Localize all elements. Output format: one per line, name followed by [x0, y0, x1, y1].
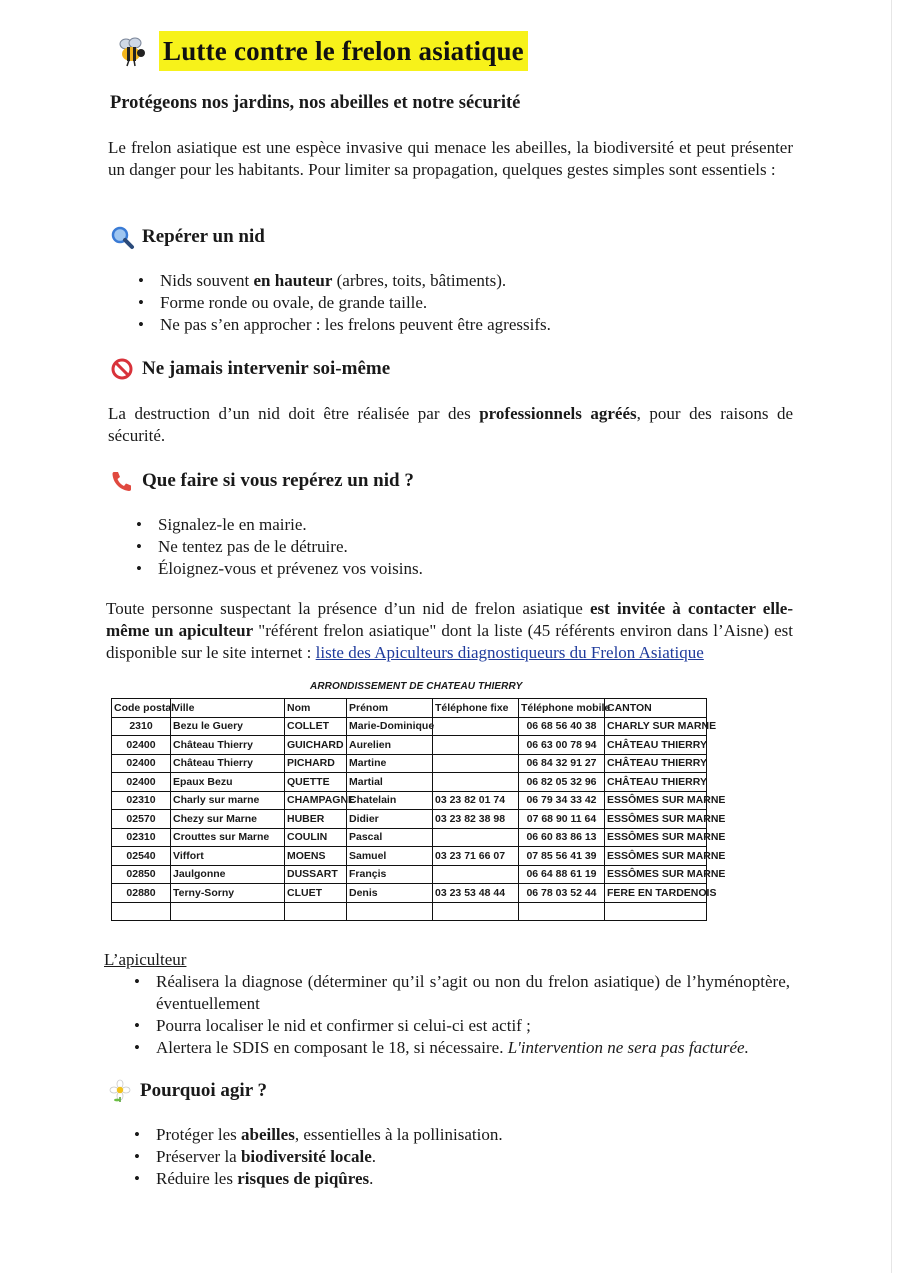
daisy-icon [108, 1079, 132, 1103]
contact-paragraph: Toute personne suspectant la présence d’un nid de frelon asiatique est invitée à contacter elle-même un apiculteur "référent frelon asiatique" dont la liste (45 référents environ dans l’Aisne) est disponible sur le site internet : liste des Apiculteurs diagnostiqueurs du Frelon Asiatique [106, 599, 794, 662]
table-cell: CLUET [285, 884, 347, 903]
column-header: Nom [285, 699, 347, 718]
referents-table [111, 698, 726, 921]
table-cell: Pascal [347, 828, 433, 847]
table-cell: ESSÔMES SUR MARNE [605, 865, 707, 884]
table-cell: 02400 [112, 754, 171, 773]
table-cell [433, 865, 519, 884]
list-item: • Réalisera la diagnose (déterminer qu’il s’agit ou non du frelon asiatique) de l’hyménoptère, éventuellement [130, 971, 790, 1015]
page-title: Lutte contre le frelon asiatique [159, 31, 528, 71]
table-row [112, 902, 707, 921]
table-cell: HUBER [285, 810, 347, 829]
section-heading-text: Pourquoi agir ? [140, 1080, 268, 1101]
table-cell: 06 60 83 86 13 [519, 828, 605, 847]
section-heading-text: Repérer un nid [142, 226, 265, 247]
intro-paragraph: Le frelon asiatique est une espèce invasive qui menace les abeilles, la biodiversité et peut présenter un danger pour les habitants. Pour limiter sa propagation, quelques gestes simples sont essentiels : [108, 138, 793, 179]
telephone-icon [110, 469, 134, 493]
subtitle: Protégeons nos jardins, nos abeilles et notre sécurité [110, 93, 521, 113]
list-item: • Éloignez-vous et prévenez vos voisins. [132, 558, 752, 580]
list-item: • Protéger les abeilles, essentielles à la pollinisation. [130, 1124, 750, 1146]
table-cell: 06 78 03 52 44 [519, 884, 605, 903]
table-cell: Chezy sur Marne [171, 810, 285, 829]
table-cell: Château Thierry [171, 754, 285, 773]
table-cell: Samuel [347, 847, 433, 866]
table-row [112, 810, 707, 829]
que-faire-list [132, 514, 752, 580]
section-heading-pourquoi [108, 1079, 267, 1103]
table-row [112, 847, 707, 866]
table-cell: 06 79 34 33 42 [519, 791, 605, 810]
list-item: • Ne tentez pas de le détruire. [132, 536, 752, 558]
table-cell: 07 85 56 41 39 [519, 847, 605, 866]
list-item: • Nids souvent en hauteur (arbres, toits, bâtiments). [134, 270, 754, 292]
table-cell: ESSÔMES SUR MARNE [605, 847, 707, 866]
table-cell: Martial [347, 773, 433, 792]
table-cell: Epaux Bezu [171, 773, 285, 792]
table-cell: QUETTE [285, 773, 347, 792]
table-cell: Françis [347, 865, 433, 884]
table-row [112, 791, 707, 810]
table-cell: 07 68 90 11 64 [519, 810, 605, 829]
table-row [112, 865, 707, 884]
table-cell: Bezu le Guery [171, 717, 285, 736]
section-heading-text: Ne jamais intervenir soi-même [142, 358, 391, 379]
section-heading-text: Que faire si vous repérez un nid ? [142, 470, 414, 491]
table-cell [519, 902, 605, 921]
table-cell: ESSÔMES SUR MARNE [605, 828, 707, 847]
table-cell: ESSÔMES SUR MARNE [605, 810, 707, 829]
table-cell: 02880 [112, 884, 171, 903]
title-row [115, 30, 528, 72]
table-cell: COULIN [285, 828, 347, 847]
apiculteur-title: L’apiculteur [104, 950, 187, 969]
table-cell: Chatelain [347, 791, 433, 810]
section-heading-reperer [110, 225, 265, 249]
table-cell: 02540 [112, 847, 171, 866]
table-cell [433, 902, 519, 921]
table-cell: CHÂTEAU THIERRY [605, 736, 707, 755]
table-cell: 06 63 00 78 94 [519, 736, 605, 755]
table-row [112, 754, 707, 773]
table-cell: Château Thierry [171, 736, 285, 755]
table-cell [433, 773, 519, 792]
section-heading-jamais [110, 357, 390, 381]
table-cell: 02400 [112, 736, 171, 755]
table-cell [433, 828, 519, 847]
table-cell: Charly sur marne [171, 791, 285, 810]
table-cell: 03 23 71 66 07 [433, 847, 519, 866]
section-heading-que-faire [110, 469, 414, 493]
table-cell: Martine [347, 754, 433, 773]
list-item: • Pourra localiser le nid et confirmer si celui-ci est actif ; [130, 1015, 790, 1037]
column-header: Prénom [347, 699, 433, 718]
table-cell: Viffort [171, 847, 285, 866]
table-cell: DUSSART [285, 865, 347, 884]
table-cell: 02400 [112, 773, 171, 792]
list-item: • Forme ronde ou ovale, de grande taille. [134, 292, 754, 314]
table-row [112, 717, 707, 736]
table-cell [433, 717, 519, 736]
column-header: Code postal [112, 699, 171, 718]
column-header: Ville [171, 699, 285, 718]
pourquoi-list [130, 1124, 750, 1190]
list-item: • Réduire les risques de piqûres. [130, 1168, 750, 1190]
table-cell: PICHARD [285, 754, 347, 773]
prohibited-icon [110, 357, 134, 381]
table-cell: 2310 [112, 717, 171, 736]
table-cell [285, 902, 347, 921]
list-item: • Signalez-le en mairie. [132, 514, 752, 536]
table-cell [112, 902, 171, 921]
table-cell: 06 84 32 91 27 [519, 754, 605, 773]
table-cell: 02850 [112, 865, 171, 884]
table-row [112, 884, 707, 903]
column-header: Téléphone mobile [519, 699, 605, 718]
apiculteurs-list-link[interactable]: liste des Apiculteurs diagnostiqueurs du Frelon Asiatique [315, 643, 704, 662]
page-edge [891, 0, 892, 1273]
table-cell: Denis [347, 884, 433, 903]
reperer-list [134, 270, 754, 336]
column-header: CANTON [605, 699, 707, 718]
table-cell: GUICHARD [285, 736, 347, 755]
table-cell: COLLET [285, 717, 347, 736]
table-cell: Didier [347, 810, 433, 829]
table-caption: ARRONDISSEMENT DE CHATEAU THIERRY [310, 681, 523, 692]
table-cell: CHARLY SUR MARNE [605, 717, 707, 736]
table-cell: 02310 [112, 791, 171, 810]
table-row [112, 736, 707, 755]
table-cell: 03 23 53 48 44 [433, 884, 519, 903]
table-cell: FERE EN TARDENOIS [605, 884, 707, 903]
jamais-paragraph: La destruction d’un nid doit être réalisée par des professionnels agréés, pour des raisons de sécurité. [108, 404, 793, 445]
table-cell [171, 902, 285, 921]
table-cell: 06 68 56 40 38 [519, 717, 605, 736]
table-cell: Terny-Sorny [171, 884, 285, 903]
table-cell: Jaulgonne [171, 865, 285, 884]
table-cell: CHAMPAGNE [285, 791, 347, 810]
table-cell [433, 754, 519, 773]
table-cell [433, 736, 519, 755]
bee-icon [115, 34, 149, 68]
table-cell: MOENS [285, 847, 347, 866]
table-header-row [112, 699, 707, 718]
magnifying-glass-icon [110, 225, 134, 249]
apiculteur-list [130, 971, 790, 1059]
table-cell: Marie-Dominique [347, 717, 433, 736]
table-cell: CHÂTEAU THIERRY [605, 773, 707, 792]
table-cell: ESSÔMES SUR MARNE [605, 791, 707, 810]
list-item: • Préserver la biodiversité locale. [130, 1146, 750, 1168]
table-cell: Aurelien [347, 736, 433, 755]
table-cell [605, 902, 707, 921]
table-cell: 06 82 05 32 96 [519, 773, 605, 792]
table-cell: 03 23 82 01 74 [433, 791, 519, 810]
table-cell: 02310 [112, 828, 171, 847]
table-row [112, 828, 707, 847]
list-item: • Alertera le SDIS en composant le 18, si nécessaire. L'intervention ne sera pas facturée. [130, 1037, 790, 1059]
table-cell: 06 64 88 61 19 [519, 865, 605, 884]
list-item: • Ne pas s’en approcher : les frelons peuvent être agressifs. [134, 314, 754, 336]
table-cell: 02570 [112, 810, 171, 829]
table-cell: Crouttes sur Marne [171, 828, 285, 847]
table-cell: CHÂTEAU THIERRY [605, 754, 707, 773]
column-header: Téléphone fixe [433, 699, 519, 718]
table-row [112, 773, 707, 792]
table-cell: 03 23 82 38 98 [433, 810, 519, 829]
table-cell [347, 902, 433, 921]
